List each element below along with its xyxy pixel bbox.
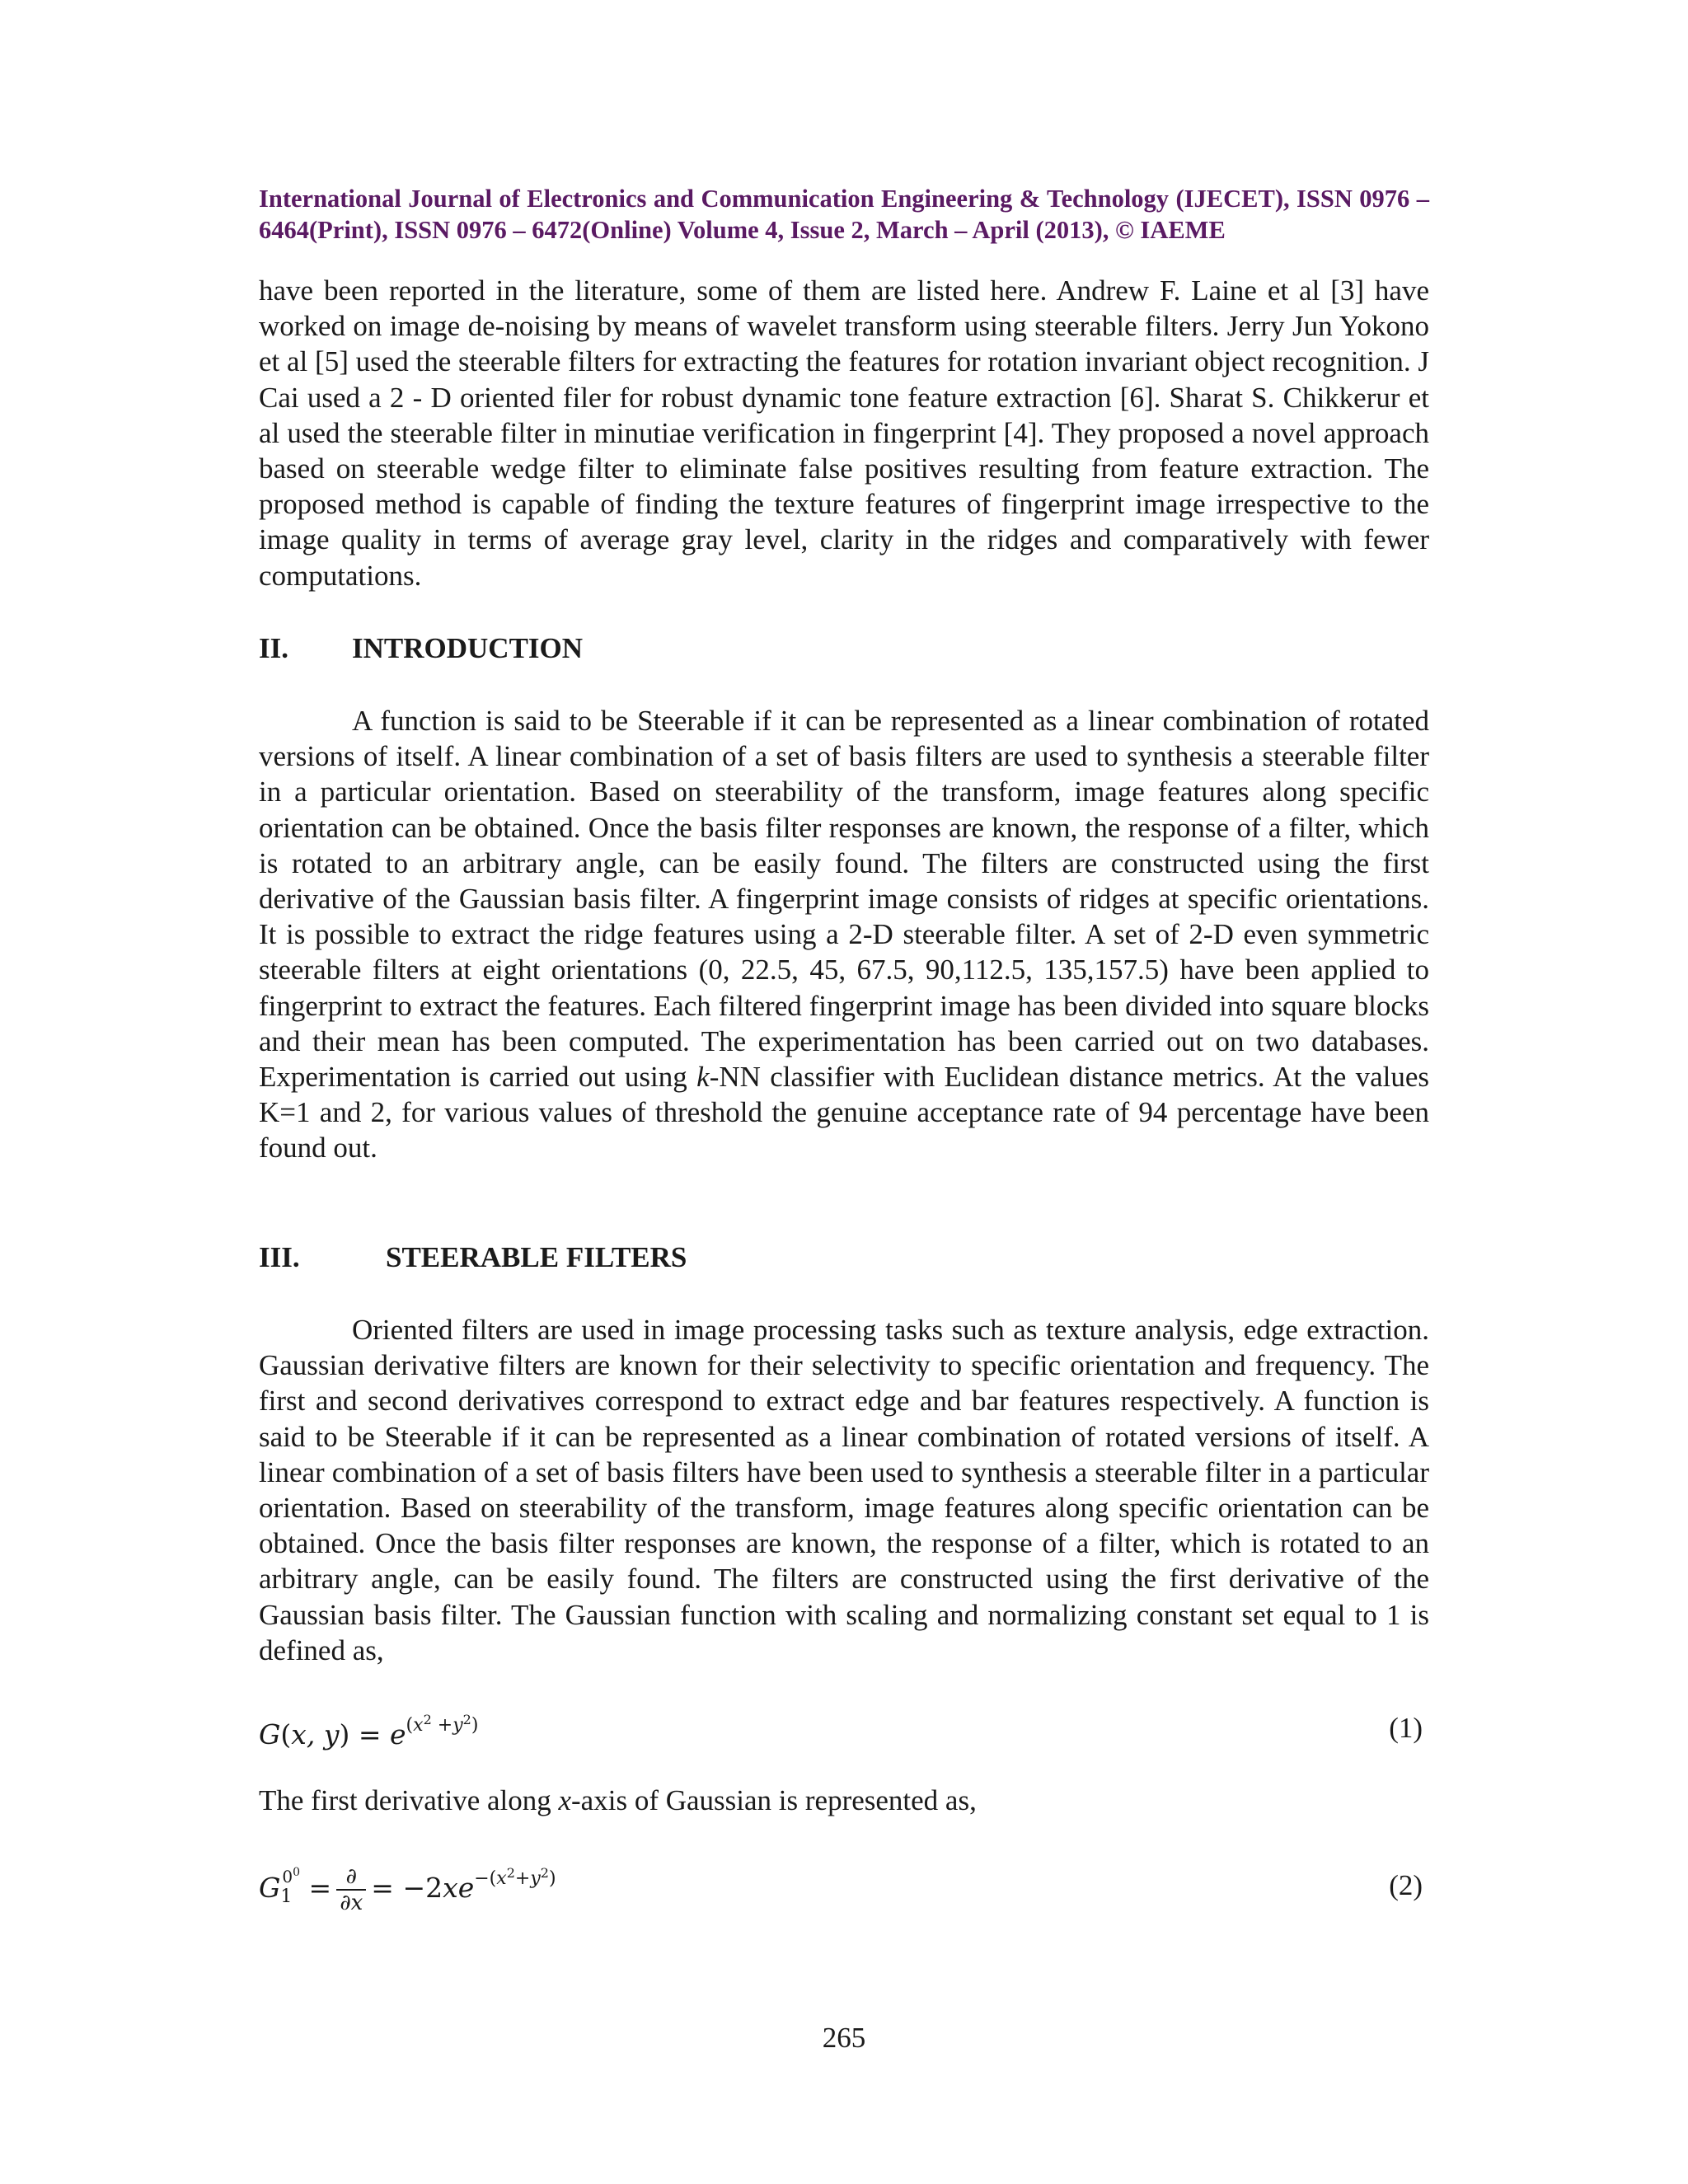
lead-in-italic-x: x	[558, 1784, 572, 1816]
section-heading-steerable-filters	[259, 1240, 687, 1275]
equation-2-number: (2)	[1389, 1869, 1423, 1901]
equation-1-formula: G(x, $y) = e^{(x^2 +y^2)}$	[259, 1712, 479, 1750]
equation-2-formula: $G_1^{0^0}$ = $\frac{\partial}{\partial x}$ = $-2xe^{-(x^2+y^2)}$	[259, 1864, 556, 1915]
equation-lead-in-text	[259, 1783, 1429, 1818]
steerable-filters-paragraph: Oriented filters are used in image processing tasks such as texture analysis, edge extraction. Gaussian derivative filters are known for their selectivity to specific orientation and frequency. The first and second derivatives correspond to extract edge and bar features respectively. A function is said to be Steerable if it can be represented as a linear combination of rotated versions of itself. A linear combination of a set of basis filters have been used to synthesis a steerable filter in a particular orientation. Based on steerability of the transform, image features along specific orientation can be obtained. Once the basis filter responses are known, the response of a filter, which is rotated to an arbitrary angle, can be easily found. The filters are constructed using the first derivative of the Gaussian basis filter. The Gaussian function with scaling and normalizing constant set equal to 1 is defined as,	[259, 1314, 1429, 1666]
intro-continuation-paragraph: have been reported in the literature, some of them are listed here. Andrew F. Laine et al [3] have worked on image de-noising by means of wavelet transform using steerable filters. Jerry Jun Yokono et al [5] used the steerable filters for extracting the features for rotation invariant object recognition. J Cai used a 2 - D oriented filer for robust dynamic tone feature extraction [6]. Sharat S. Chikkerur et al used the steerable filter in minutiae verification in fingerprint [4]. They proposed a novel approach based on steerable wedge filter to eliminate false positives resulting from feature extraction. The proposed method is capable of finding the texture features of fingerprint image irrespective to the image quality in terms of average gray level, clarity in the ridges and comparatively with fewer computations.	[259, 274, 1429, 592]
page-number: 265	[822, 2022, 866, 2054]
equation-2	[259, 1864, 1429, 1922]
equation-1-number: (1)	[1389, 1712, 1423, 1744]
section-number: II.	[259, 632, 288, 664]
knn-italic-k: k	[696, 1061, 710, 1094]
lead-in-part-1: The first derivative along	[259, 1784, 559, 1816]
section-heading-introduction	[259, 630, 583, 666]
section-title: STEERABLE FILTERS	[386, 1241, 687, 1273]
section-title: INTRODUCTION	[352, 632, 584, 664]
introduction-text-part-2: -NN classifier with Euclidean distance metrics. At the values K=1 and 2, for various values of threshold the genuine acceptance rate of 94 percentage have been found out.	[259, 1061, 1430, 1165]
section-number: III.	[259, 1241, 300, 1273]
equation-1	[259, 1712, 1429, 1769]
introduction-paragraph	[259, 703, 1429, 1166]
running-header: International Journal of Electronics and Communication Engineering & Technology (IJECET), ISSN 0976 – 6464(Print), ISSN 0976 – 6472(Online) Volume 4, Issue 2, March – April (2013), © IAEME	[259, 185, 1429, 244]
introduction-text-part-1: A function is said to be Steerable if it can be represented as a linear combination of rotated versions of itself. A linear combination of a set of basis filters are used to synthesis a steerable filter in a particular orientation. Based on steerability of the transform, image features along specific orientation can be obtained. Once the basis filter responses are known, the response of a filter, which is rotated to an arbitrary angle, can be easily found. The filters are constructed using the first derivative of the Gaussian basis filter. A fingerprint image consists of ridges at specific orientations. It is possible to extract the ridge features using a 2-D steerable filter. A set of 2-D even symmetric steerable filters at eight orientations (0, 22.5, 45, 67.5, 90,112.5, 135,157.5) have been applied to fingerprint to extract the features. Each filtered fingerprint image has been divided into square blocks and their mean has been computed. The experimentation has been carried out on two databases. Experimentation is carried out using	[259, 705, 1429, 1094]
lead-in-part-2: -axis of Gaussian is represented as,	[571, 1784, 977, 1816]
